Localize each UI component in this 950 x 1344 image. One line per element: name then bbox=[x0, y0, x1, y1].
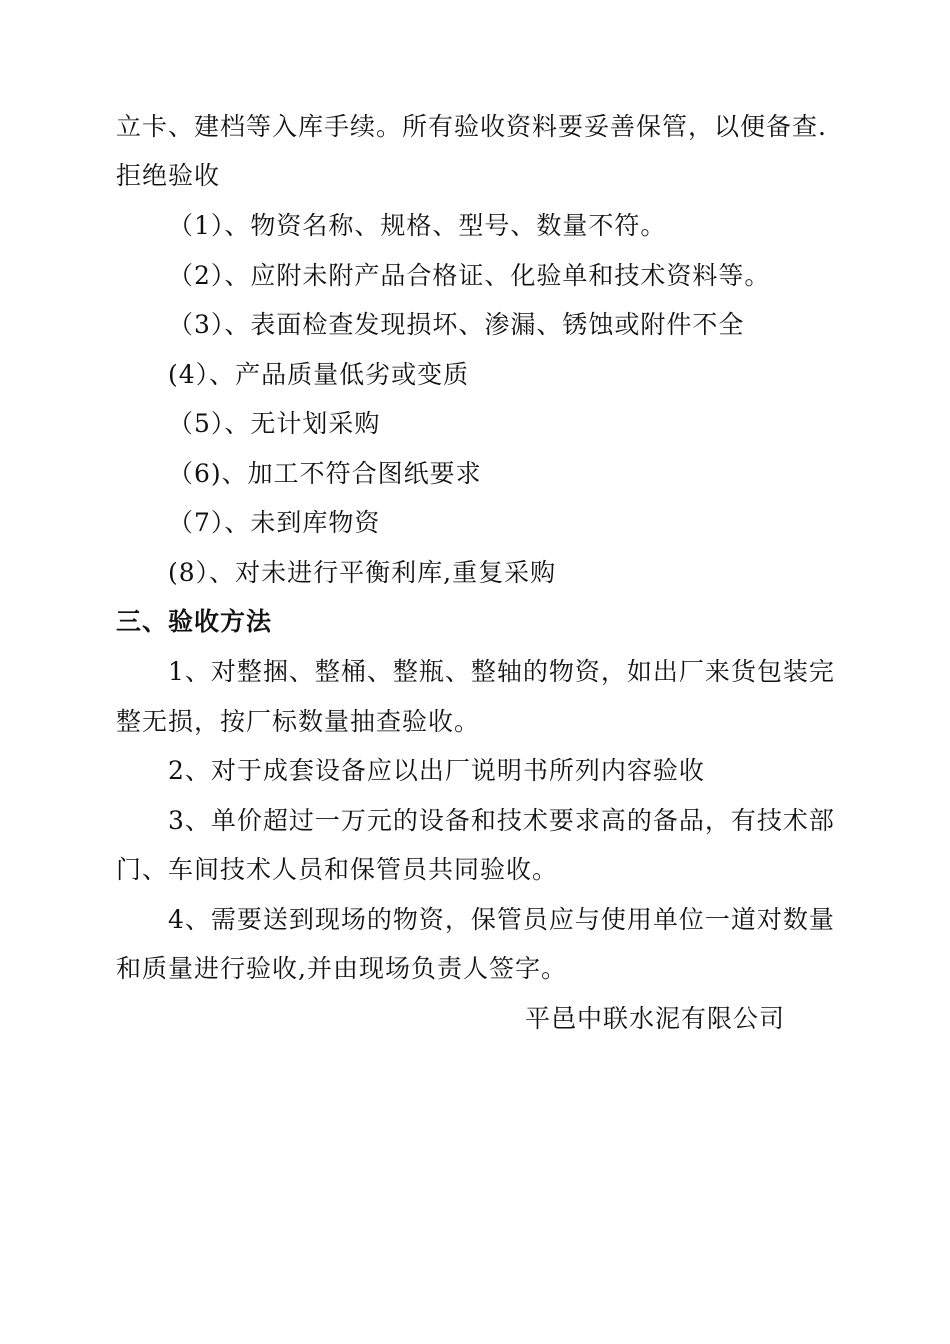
method-4-line-2: 和质量进行验收,并由现场负责人签字。 bbox=[116, 954, 567, 983]
section-3-heading: 三、验收方法 bbox=[116, 607, 273, 636]
intro-line: 立卡、建档等入库手续。所有验收资料要妥善保管，以便备查. bbox=[116, 112, 827, 141]
reject-item-7: （7）、未到库物资 bbox=[168, 508, 381, 537]
method-1-line-1: 1、对整捆、整桶、整瓶、整轴的物资，如出厂来货包装完 bbox=[168, 657, 835, 686]
method-4-line-1: 4、需要送到现场的物资，保管员应与使用单位一道对数量 bbox=[168, 905, 835, 934]
reject-item-8: (8）、对未进行平衡利库,重复采购 bbox=[168, 558, 557, 587]
reject-item-3: （3）、表面检查发现损坏、渗漏、锈蚀或附件不全 bbox=[168, 310, 745, 339]
method-3-line-2: 门、车间技术人员和保管员共同验收。 bbox=[116, 855, 559, 884]
company-signature: 平邑中联水泥有限公司 bbox=[525, 1004, 786, 1033]
reject-item-4: (4）、产品质量低劣或变质 bbox=[168, 360, 470, 389]
method-2-line-1: 2、对于成套设备应以出厂说明书所列内容验收 bbox=[168, 756, 705, 785]
reject-title: 拒绝验收 bbox=[116, 161, 221, 190]
method-3-line-1: 3、单价超过一万元的设备和技术要求高的备品，有技术部 bbox=[168, 806, 835, 835]
reject-item-2: （2）、应附未附产品合格证、化验单和技术资料等。 bbox=[168, 261, 771, 290]
reject-item-1: （1）、物资名称、规格、型号、数量不符。 bbox=[168, 211, 667, 240]
reject-item-6: （6)、加工不符合图纸要求 bbox=[168, 459, 482, 488]
reject-item-5: （5）、无计划采购 bbox=[168, 409, 381, 438]
method-1-line-2: 整无损，按厂标数量抽查验收。 bbox=[116, 707, 481, 736]
